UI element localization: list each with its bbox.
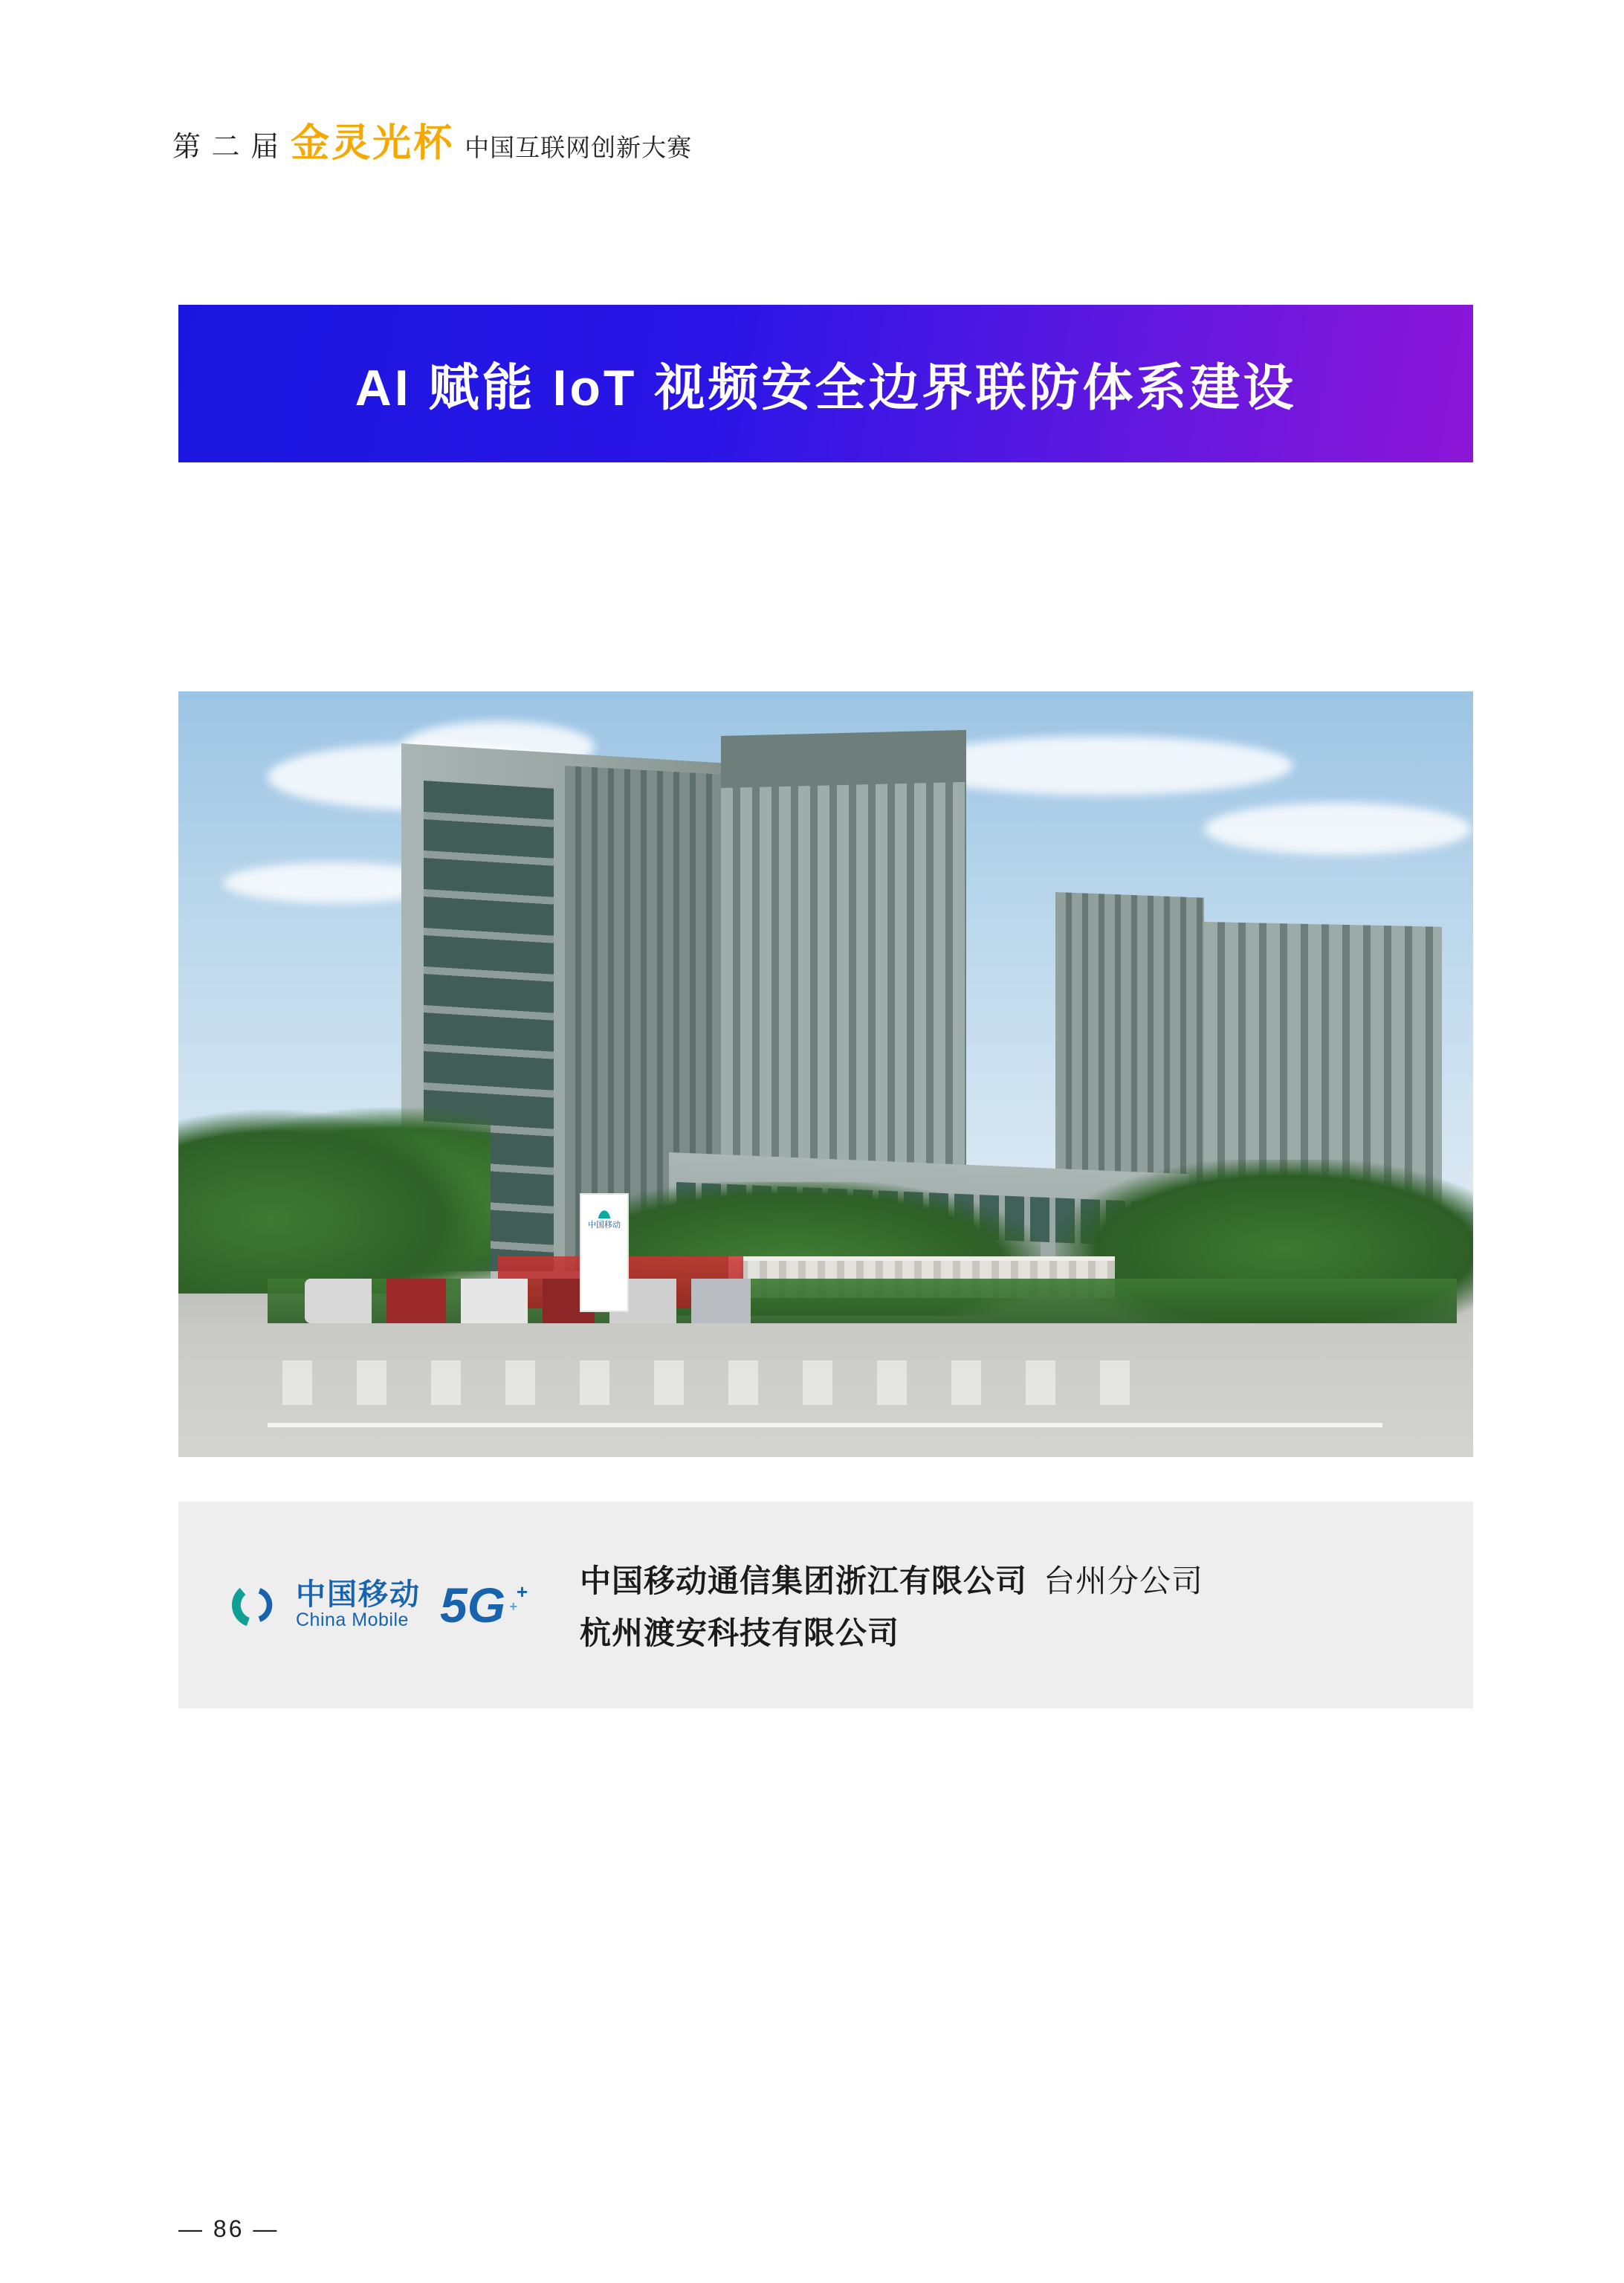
building-middle-roof xyxy=(721,730,966,788)
tree-cluster-left xyxy=(178,1108,491,1294)
page-number: — 86 — xyxy=(178,2215,279,2242)
logo-ring-inner xyxy=(229,1580,279,1630)
cloud-shape xyxy=(1204,803,1472,855)
company-name: 中国移动通信集团浙江有限公司 xyxy=(580,1563,1028,1598)
organization-panel xyxy=(178,1502,1473,1708)
china-mobile-signage xyxy=(580,1193,629,1312)
page-header xyxy=(172,112,692,167)
plus-small-icon: + xyxy=(509,1599,518,1614)
company-branch: 台州分公司 xyxy=(1044,1563,1204,1598)
company-secondary-name: 杭州渡安科技有限公司 xyxy=(580,1615,900,1650)
plus-icon: + xyxy=(516,1580,528,1603)
parked-cars xyxy=(305,1279,766,1323)
brand-name-en: China Mobile xyxy=(296,1609,409,1631)
building-photo xyxy=(178,691,1473,1457)
china-mobile-wordmark xyxy=(296,1579,421,1631)
header-cup-name: 金灵光杯 xyxy=(291,122,455,165)
five-g-label: 5G xyxy=(440,1578,506,1633)
header-prefix: 第 二 届 xyxy=(172,132,281,163)
organization-names xyxy=(580,1557,1203,1653)
brand-name-cn: 中国移动 xyxy=(296,1578,421,1612)
crosswalk-markings xyxy=(282,1360,1159,1405)
page-title: AI 赋能 IoT 视频安全边界联防体系建设 xyxy=(355,359,1297,416)
logo-area xyxy=(178,1574,580,1636)
road-lane-line xyxy=(268,1423,1382,1427)
signage-label: 中国移动 xyxy=(588,1221,621,1230)
china-mobile-logo-icon xyxy=(593,1202,615,1218)
china-mobile-logo xyxy=(223,1574,421,1636)
five-g-badge xyxy=(440,1578,528,1633)
title-banner xyxy=(178,305,1473,462)
header-competition-name: 中国互联网创新大赛 xyxy=(465,134,693,161)
company-primary-line xyxy=(580,1557,1203,1601)
china-mobile-mark-icon xyxy=(223,1574,285,1636)
